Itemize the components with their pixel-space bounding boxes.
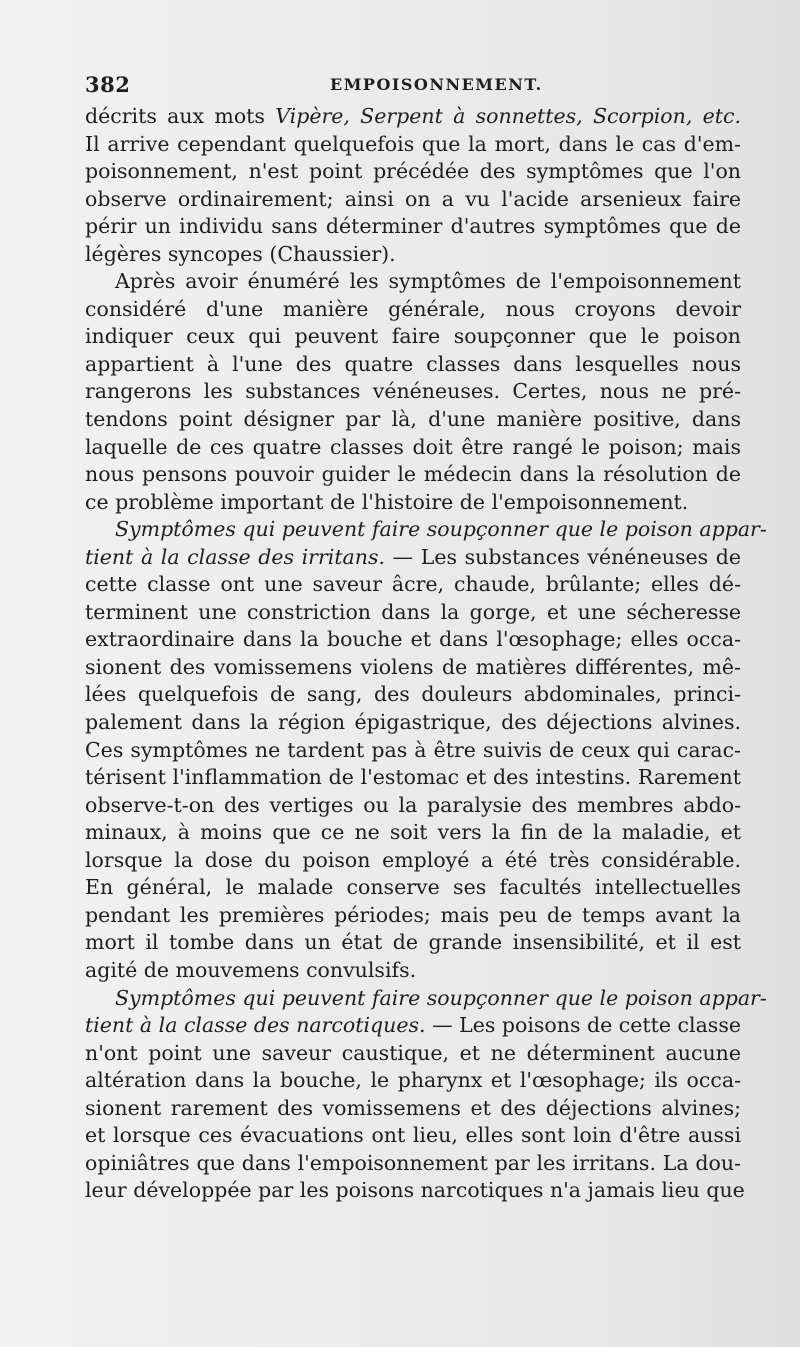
text-run: indiquer ceux qui peuvent faire soupçonner que le poison (85, 324, 741, 349)
italic-text: tient à la classe des narcotiques. (85, 1013, 426, 1038)
text-run: opiniâtres que dans l'empoisonnement par les irritans. La dou- (85, 1150, 741, 1175)
text-line (85, 1177, 745, 1205)
text-run: terminent une constriction dans la gorge, et une sécheresse (85, 599, 741, 624)
text-run: pendant les premières périodes; mais peu de temps avant la (85, 902, 741, 927)
text-line (85, 1122, 741, 1150)
text-line (85, 434, 741, 462)
text-run: périr un individu sans déterminer d'autres symptômes que de (85, 214, 741, 239)
text-line (85, 874, 741, 902)
text-run: sionent des vomissemens violens de matières différentes, mê- (85, 654, 741, 679)
text-run: agité de mouvemens convulsifs. (85, 957, 417, 982)
text-run: — Les substances vénéneuses de (385, 544, 741, 569)
italic-text: Symptômes qui peuvent faire soupçonner que le poison appar- (115, 517, 767, 542)
paragraph (85, 985, 767, 1205)
text-run: Il arrive cependant quelquefois que la mort, dans le cas d'em- (85, 131, 741, 156)
text-line (85, 764, 741, 792)
text-run: sionent rarement des vomissemens et des déjections alvines; (85, 1095, 741, 1120)
text-line (85, 1150, 741, 1178)
text-line (85, 489, 741, 517)
text-line (85, 323, 741, 351)
text-run: appartient à l'une des quatre classes dans lesquelles nous (85, 351, 741, 376)
text-run: cette classe ont une saveur âcre, chaude, brûlante; elles dé- (85, 572, 741, 597)
text-run: térisent l'inflammation de l'estomac et des intestins. Rarement (85, 765, 741, 790)
text-run: lorsque la dose du poison employé a été très considérable. (85, 847, 741, 872)
text-run: légères syncopes (Chaussier). (85, 241, 396, 266)
paragraph (85, 103, 741, 268)
text-run: extraordinaire dans la bouche et dans l'œsophage; elles occa- (85, 627, 741, 652)
text-run: tendons point désigner par là, d'une manière positive, dans (85, 407, 741, 432)
text-run: nous pensons pouvoir guider le médecin dans la résolution de (85, 462, 741, 487)
text-line (85, 957, 741, 985)
text-line (85, 351, 741, 379)
text-line (85, 1040, 741, 1068)
paragraph (85, 268, 741, 516)
text-line (85, 792, 741, 820)
text-line (85, 213, 741, 241)
text-run: altération dans la bouche, le pharynx et l'œsophage; ils occa- (85, 1068, 741, 1093)
page-number: 382 (85, 72, 131, 97)
body-text (85, 103, 767, 1205)
text-run: poisonnement, n'est point précédée des symptômes que l'on (85, 159, 741, 184)
text-line (85, 819, 741, 847)
text-line (85, 571, 741, 599)
text-run: observe-t-on des vertiges ou la paralysie des membres abdo- (85, 792, 741, 817)
italic-text: tient à la classe des irritans. (85, 544, 386, 569)
text-run: mort il tombe dans un état de grande insensibilité, et il est (85, 930, 741, 955)
text-run: — Les poisons de cette classe (425, 1013, 741, 1038)
italic-text: Symptômes qui peuvent faire soupçonner que le poison appar- (115, 985, 767, 1010)
text-line (85, 296, 741, 324)
text-line (85, 654, 741, 682)
italic-text: Vipère, Serpent à sonnettes, Scorpion, etc. (275, 104, 741, 128)
text-line (85, 985, 767, 1013)
text-line (85, 461, 741, 489)
text-run: observe ordinairement; ainsi on a vu l'acide arsenieux faire (85, 186, 741, 211)
running-title: EMPOISONNEMENT. (330, 75, 543, 94)
text-run: En général, le malade conserve ses facultés intellectuelles (85, 875, 741, 900)
text-run: rangerons les substances vénéneuses. Certes, nous ne pré- (85, 379, 741, 404)
text-line (85, 681, 741, 709)
text-run: lées quelquefois de sang, des douleurs abdominales, princi- (85, 682, 741, 707)
text-line (85, 131, 741, 159)
text-line (85, 709, 741, 737)
text-run: minaux, à moins que ce ne soit vers la fin de la maladie, et (85, 820, 741, 845)
text-run: ce problème important de l'histoire de l'empoisonnement. (85, 489, 689, 514)
text-run: Après avoir énuméré les symptômes de l'empoisonnement (115, 269, 741, 294)
text-line (85, 378, 741, 406)
text-line (85, 186, 741, 214)
text-line (85, 1067, 741, 1095)
text-run: Ces symptômes ne tardent pas à être suivis de ceux qui carac- (85, 737, 741, 762)
paragraph (85, 516, 767, 984)
text-run: décrits aux mots (85, 104, 276, 128)
text-line (85, 103, 741, 131)
text-line (85, 737, 741, 765)
text-line (85, 902, 741, 930)
text-run: palement dans la région épigastrique, des déjections alvines. (85, 710, 741, 735)
text-line (85, 1012, 741, 1040)
text-line (85, 929, 741, 957)
text-run: n'ont point une saveur caustique, et ne déterminent aucune (85, 1040, 741, 1065)
text-line (85, 544, 741, 572)
text-line (85, 268, 741, 296)
text-run: leur développée par les poisons narcotiques n'a jamais lieu que (85, 1178, 745, 1203)
running-head (85, 72, 741, 102)
text-line (85, 241, 741, 269)
text-line (85, 158, 741, 186)
text-line (85, 406, 741, 434)
text-line (85, 516, 767, 544)
text-line (85, 599, 741, 627)
text-line (85, 847, 741, 875)
text-line (85, 1095, 741, 1123)
text-run: laquelle de ces quatre classes doit être rangé le poison; mais (85, 434, 741, 459)
text-run: et lorsque ces évacuations ont lieu, elles sont loin d'être aussi (85, 1123, 741, 1148)
text-run: considéré d'une manière générale, nous croyons devoir (85, 296, 741, 321)
text-line (85, 626, 741, 654)
